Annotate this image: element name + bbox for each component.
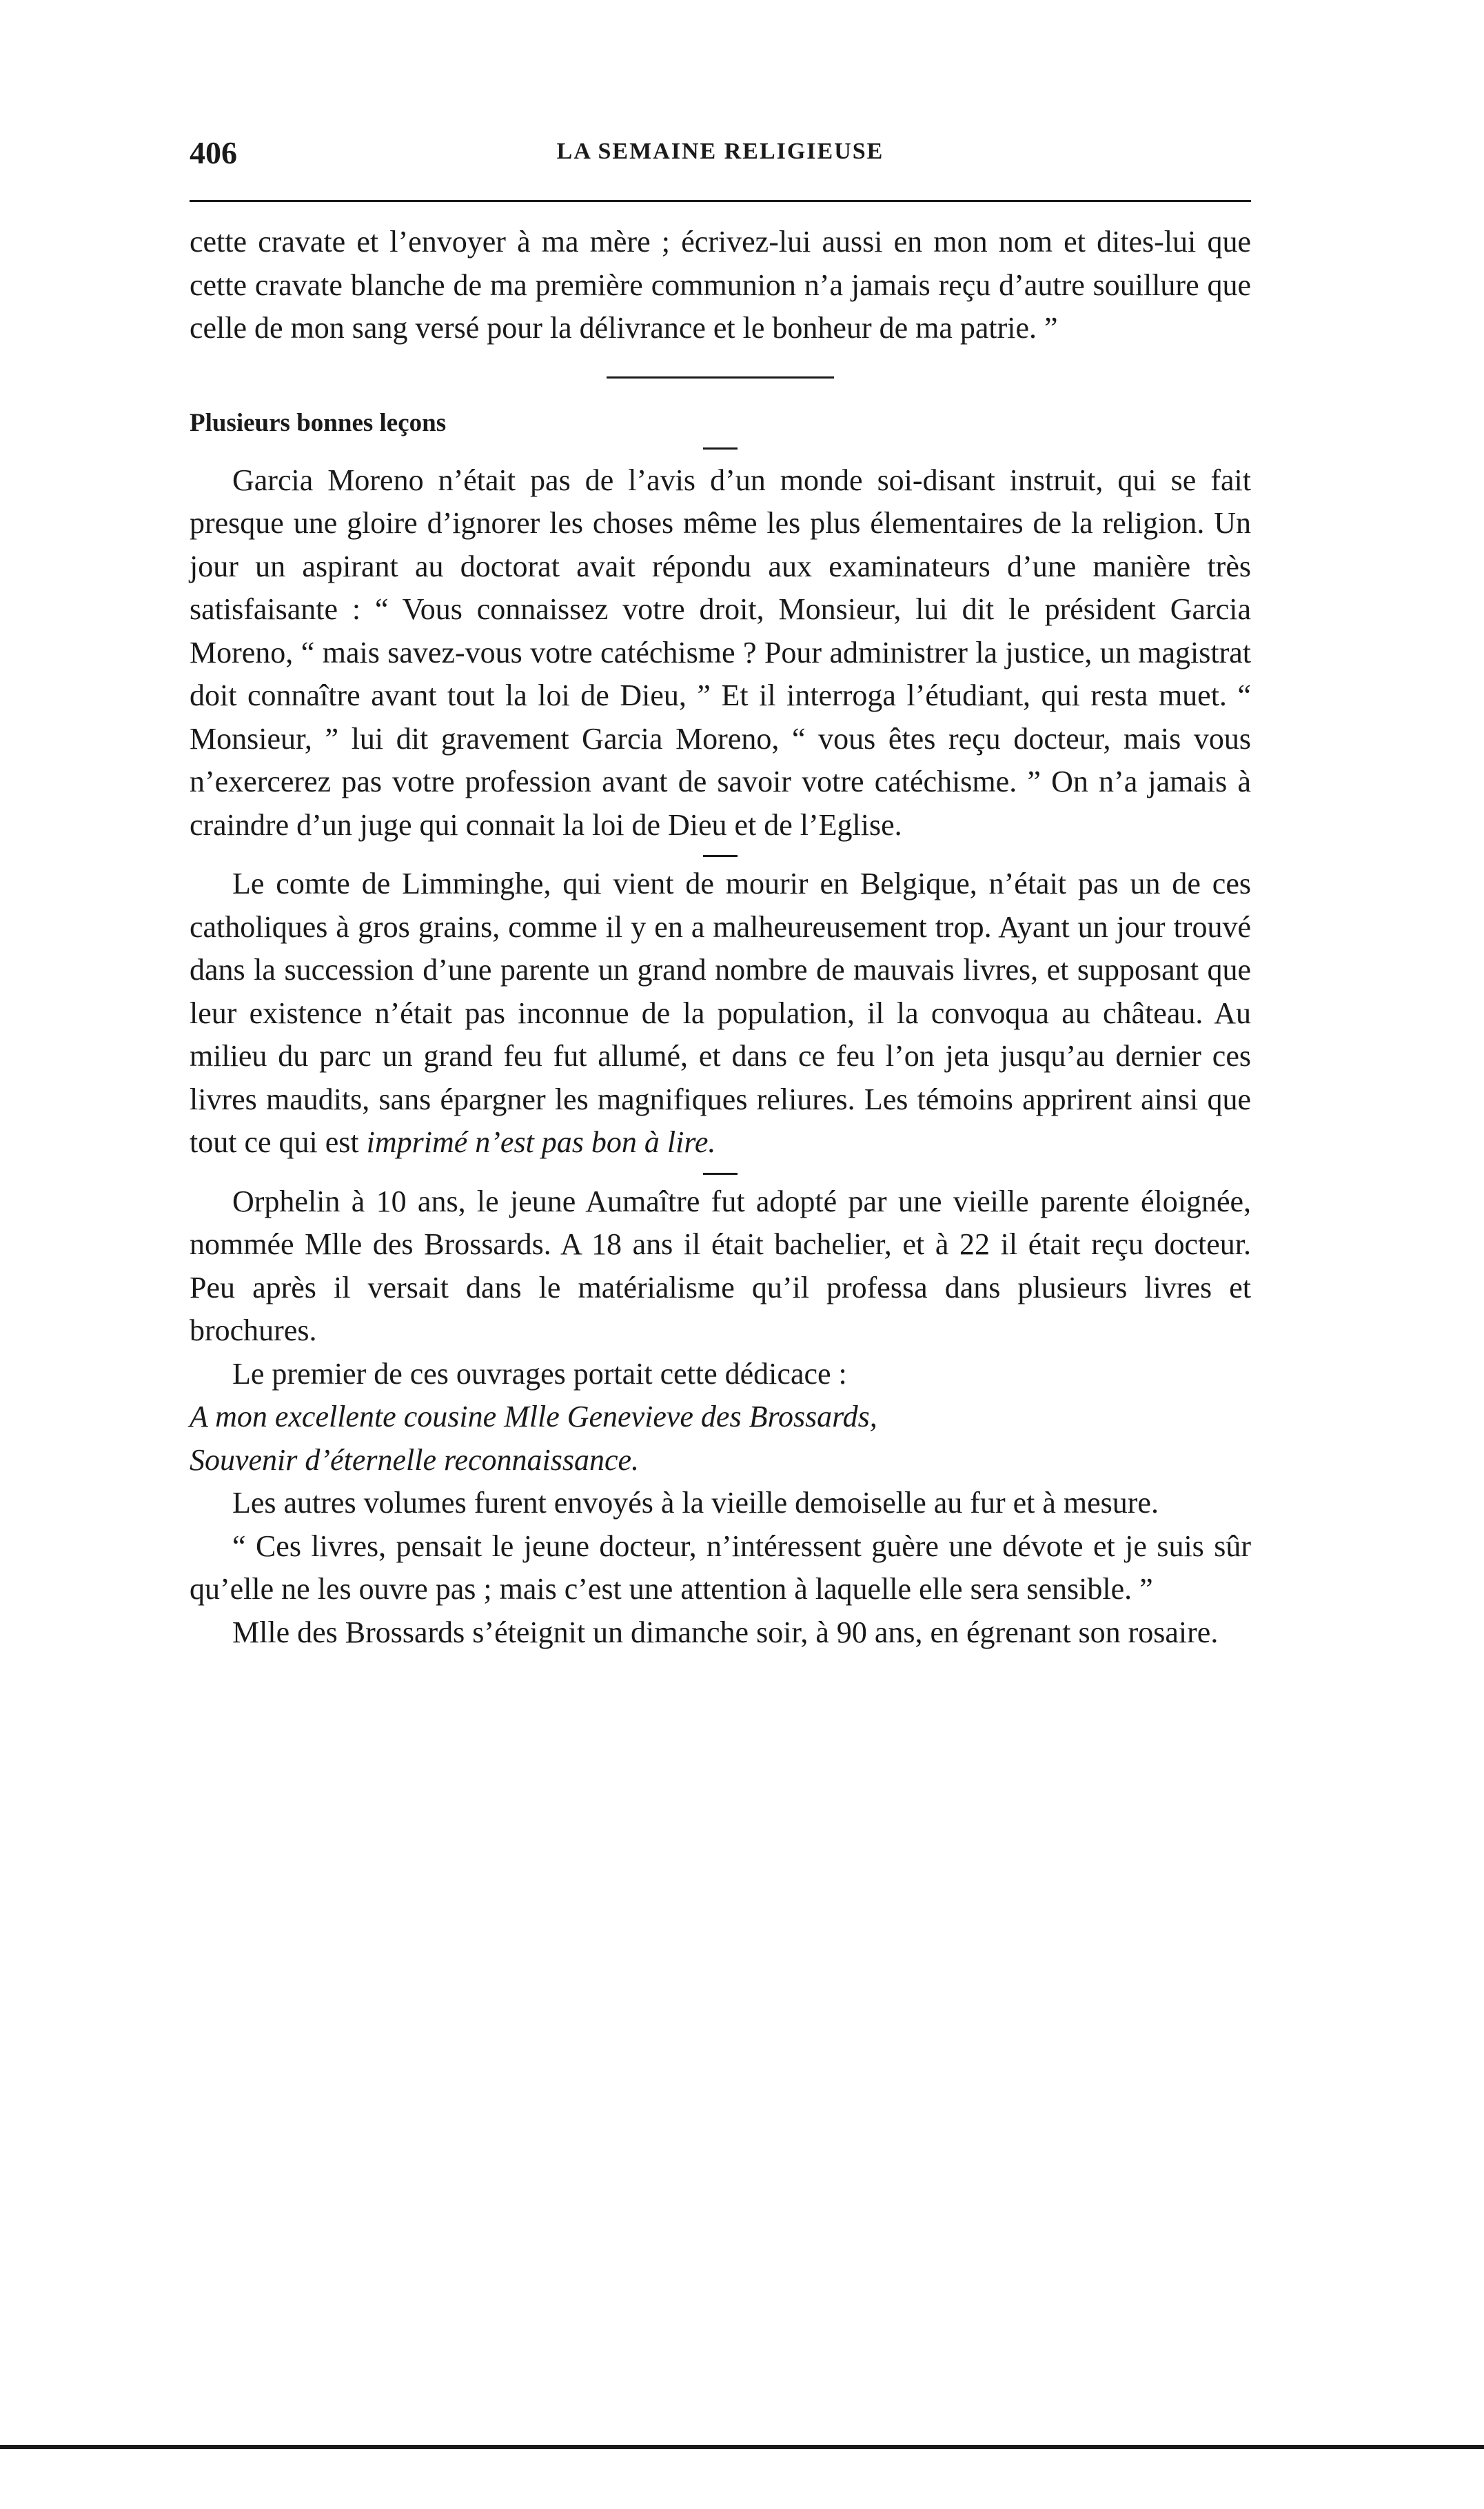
separator-dash — [703, 855, 738, 857]
paragraph-quote: “ Ces livres, pensait le jeune docteur, n’intéressent guère une dévote et je suis sûr qu’elle ne les ouvre pas ; mais c’est une attention à laquelle elle sera sensible. ” — [190, 1529, 1251, 1606]
paragraph-dedication-intro: Le premier de ces ouvrages portait cette dédicace : — [232, 1356, 847, 1391]
paragraph-limminghe-text: Le comte de Limminghe, qui vient de mourir en Belgique, n’était pas un de ces catholiques à gros grains, comme il y en a malheureusement trop. Ayant un jour trouvé dans la succession d’une parente un grand nombre de mauvais livres, et supposant que leur existence n’était pas inconnue de la population, il la convoqua au château. Au milieu du parc un grand feu fut allumé, et dans ce feu l’on jeta jusqu’au dernier ces livres maudits, sans épargner les magnifiques reliures. Les témoins apprirent ainsi que tout ce qui est — [190, 867, 1251, 1159]
dedication-line-1: A mon excellente cousine Mlle Genevieve des Brossards, — [190, 1400, 877, 1433]
header-rule — [190, 200, 1251, 202]
paragraph-volumes: Les autres volumes furent envoyés à la vieille demoiselle au fur et à mesure. — [232, 1486, 1159, 1520]
section-rule — [607, 376, 834, 379]
page-body — [190, 221, 1251, 1654]
running-title: LA SEMAINE RELIGIEUSE — [556, 139, 884, 164]
paragraph-limminghe — [190, 863, 1251, 1165]
page-header — [190, 134, 1251, 176]
paragraph-garcia-moreno: Garcia Moreno n’était pas de l’avis d’un monde soi-disant instruit, qui se fait presque une gloire d’ignorer les choses même les plus élementaires de la religion. Un jour un aspirant au doctorat avait répondu aux examinateurs d’une manière très satisfaisante : “ Vous connaissez votre droit, Monsieur, lui dit le président Garcia Moreno, “ mais savez-vous votre catéchisme ? Pour administrer la justice, un magistrat doit connaître avant tout la loi de Dieu, ” Et il interroga l’étudiant, qui resta muet. “ Monsieur, ” lui dit gravement Garcia Moreno, “ vous êtes reçu docteur, mais vous n’exercerez pas votre profession avant de savoir votre catéchisme. ” On n’a jamais à craindre d’un juge qui connait la loi de Dieu et de l’Eglise. — [190, 463, 1251, 842]
page-edge-rule — [0, 2445, 1484, 2449]
paragraph-limminghe-italic: imprimé n’est pas bon à lire. — [366, 1125, 716, 1159]
section-dash — [703, 447, 738, 450]
paragraph-continuation: cette cravate et l’envoyer à ma mère ; écrivez-lui aussi en mon nom et dites-lui que cette cravate blanche de ma première communion n’a jamais reçu d’autre souillure que celle de mon sang versé pour la délivrance et le bonheur de ma patrie. ” — [190, 225, 1251, 345]
paragraph-ending: Mlle des Brossards s’éteignit un dimanche soir, à 90 ans, en égrenant son rosaire. — [232, 1615, 1219, 1649]
separator-dash — [703, 1173, 738, 1175]
page-number: 406 — [190, 135, 237, 170]
paragraph-aumaitre: Orphelin à 10 ans, le jeune Aumaître fut adopté par une vieille parente éloignée, nommée Mlle des Brossards. A 18 ans il était bachelier, et à 22 il était reçu docteur. Peu après il versait dans le matérialisme qu’il professa dans plusieurs livres et brochures. — [190, 1184, 1251, 1347]
section-title: Plusieurs bonnes leçons — [190, 408, 447, 437]
dedication-line-2: Souvenir d’éternelle reconnaissance. — [190, 1442, 640, 1477]
